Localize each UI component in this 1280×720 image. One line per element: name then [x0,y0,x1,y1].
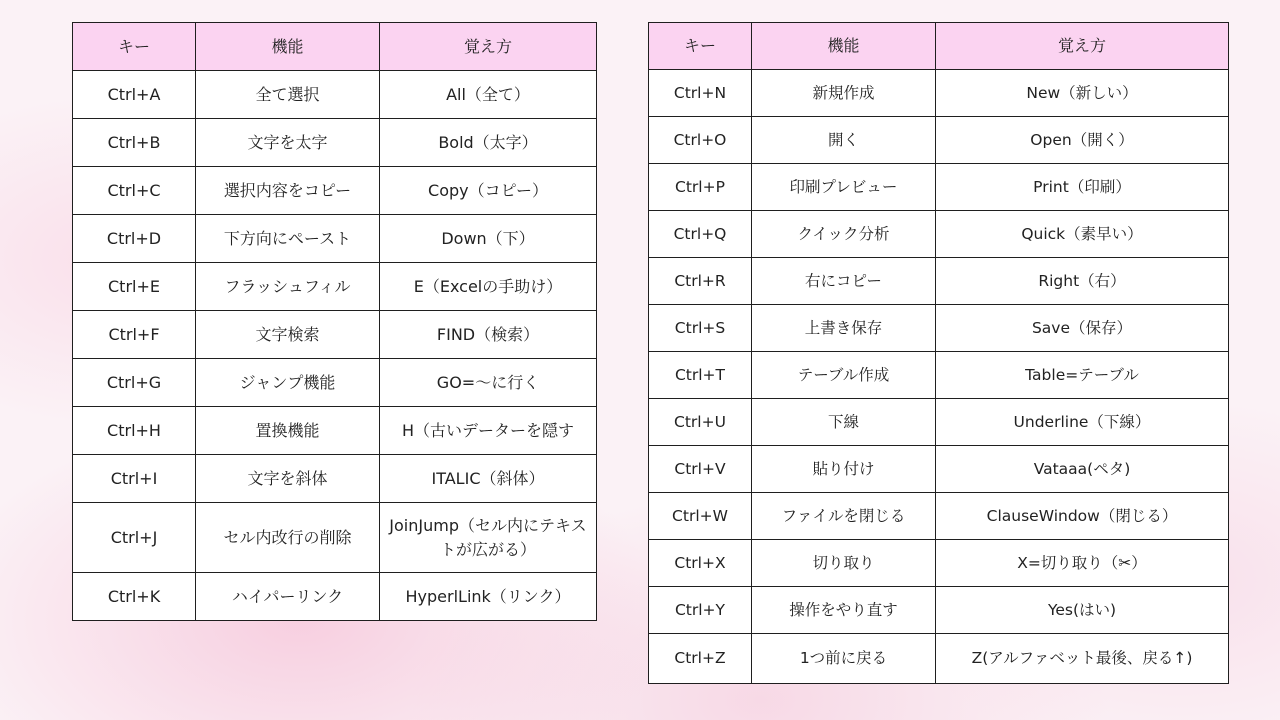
function-cell: 切り取り [752,540,936,587]
table-row [73,455,597,503]
table-row [649,540,1229,587]
function-cell: 貼り付け [752,446,936,493]
key-cell: Ctrl+N [649,70,752,117]
function-cell: 文字を斜体 [196,455,380,503]
key-cell: Ctrl+H [73,407,196,455]
mnemonic-cell: Vataaa(ペタ) [936,446,1229,493]
mnemonic-cell: E（Excelの手助け） [380,263,597,311]
mnemonic-cell: HyperlLink（リンク） [380,573,597,621]
mnemonic-cell: Underline（下線） [936,399,1229,446]
table-row [649,305,1229,352]
function-cell: 1つ前に戻る [752,634,936,684]
function-cell: 全て選択 [196,71,380,119]
mnemonic-cell: Save（保存） [936,305,1229,352]
table-row [73,263,597,311]
key-cell: Ctrl+U [649,399,752,446]
header-mnemonic: 覚え方 [936,23,1229,70]
key-cell: Ctrl+Q [649,211,752,258]
mnemonic-cell: Yes(はい) [936,587,1229,634]
table-row [73,503,597,573]
table-row [649,117,1229,164]
function-cell: 文字を太字 [196,119,380,167]
mnemonic-cell: Table=テーブル [936,352,1229,399]
mnemonic-cell: Quick（素早い） [936,211,1229,258]
function-cell: セル内改行の削除 [196,503,380,573]
table-row [73,71,597,119]
table-header-row [73,23,597,71]
table-row [649,634,1229,684]
header-function: 機能 [196,23,380,71]
key-cell: Ctrl+A [73,71,196,119]
key-cell: Ctrl+D [73,215,196,263]
key-cell: Ctrl+K [73,573,196,621]
mnemonic-cell: Print（印刷） [936,164,1229,211]
mnemonic-cell: FIND（検索） [380,311,597,359]
table-row [73,215,597,263]
mnemonic-cell: JoinJump（セル内にテキストが広がる） [380,503,597,573]
table-row [73,311,597,359]
key-cell: Ctrl+R [649,258,752,305]
table-row [73,359,597,407]
function-cell: ジャンプ機能 [196,359,380,407]
mnemonic-cell: All（全て） [380,71,597,119]
mnemonic-cell: Open（開く） [936,117,1229,164]
mnemonic-cell: Down（下） [380,215,597,263]
key-cell: Ctrl+O [649,117,752,164]
mnemonic-cell: Bold（太字） [380,119,597,167]
function-cell: 上書き保存 [752,305,936,352]
table-row [73,119,597,167]
key-cell: Ctrl+V [649,446,752,493]
key-cell: Ctrl+E [73,263,196,311]
function-cell: 選択内容をコピー [196,167,380,215]
key-cell: Ctrl+F [73,311,196,359]
mnemonic-cell: Copy（コピー） [380,167,597,215]
header-function: 機能 [752,23,936,70]
key-cell: Ctrl+T [649,352,752,399]
function-cell: 新規作成 [752,70,936,117]
header-mnemonic: 覚え方 [380,23,597,71]
table-row [73,573,597,621]
function-cell: フラッシュフィル [196,263,380,311]
function-cell: 開く [752,117,936,164]
header-key: キー [73,23,196,71]
key-cell: Ctrl+J [73,503,196,573]
table-row [649,258,1229,305]
function-cell: 右にコピー [752,258,936,305]
mnemonic-cell: New（新しい） [936,70,1229,117]
table-row [73,167,597,215]
function-cell: 下線 [752,399,936,446]
table-row [649,446,1229,493]
key-cell: Ctrl+C [73,167,196,215]
table-row [649,587,1229,634]
table-row [73,407,597,455]
table-row [649,211,1229,258]
mnemonic-cell: GO=〜に行く [380,359,597,407]
function-cell: テーブル作成 [752,352,936,399]
function-cell: 操作をやり直す [752,587,936,634]
key-cell: Ctrl+B [73,119,196,167]
key-cell: Ctrl+P [649,164,752,211]
key-cell: Ctrl+S [649,305,752,352]
shortcut-table-left [72,22,597,621]
mnemonic-cell: Right（右） [936,258,1229,305]
mnemonic-cell: ITALIC（斜体） [380,455,597,503]
key-cell: Ctrl+G [73,359,196,407]
mnemonic-cell: Z(アルファベット最後、戻る↑) [936,634,1229,684]
function-cell: ファイルを閉じる [752,493,936,540]
table-header-row [649,23,1229,70]
key-cell: Ctrl+I [73,455,196,503]
table-row [649,352,1229,399]
table-row [649,164,1229,211]
key-cell: Ctrl+Y [649,587,752,634]
key-cell: Ctrl+Z [649,634,752,684]
mnemonic-cell: H（古いデーターを隠す [380,407,597,455]
mnemonic-cell: ClauseWindow（閉じる） [936,493,1229,540]
function-cell: 下方向にペースト [196,215,380,263]
function-cell: 文字検索 [196,311,380,359]
mnemonic-cell: X=切り取り（✂） [936,540,1229,587]
table-row [649,70,1229,117]
function-cell: クイック分析 [752,211,936,258]
function-cell: 印刷プレビュー [752,164,936,211]
table-row [649,493,1229,540]
function-cell: 置換機能 [196,407,380,455]
header-key: キー [649,23,752,70]
table-row [649,399,1229,446]
shortcut-table-right [648,22,1229,684]
key-cell: Ctrl+X [649,540,752,587]
key-cell: Ctrl+W [649,493,752,540]
function-cell: ハイパーリンク [196,573,380,621]
